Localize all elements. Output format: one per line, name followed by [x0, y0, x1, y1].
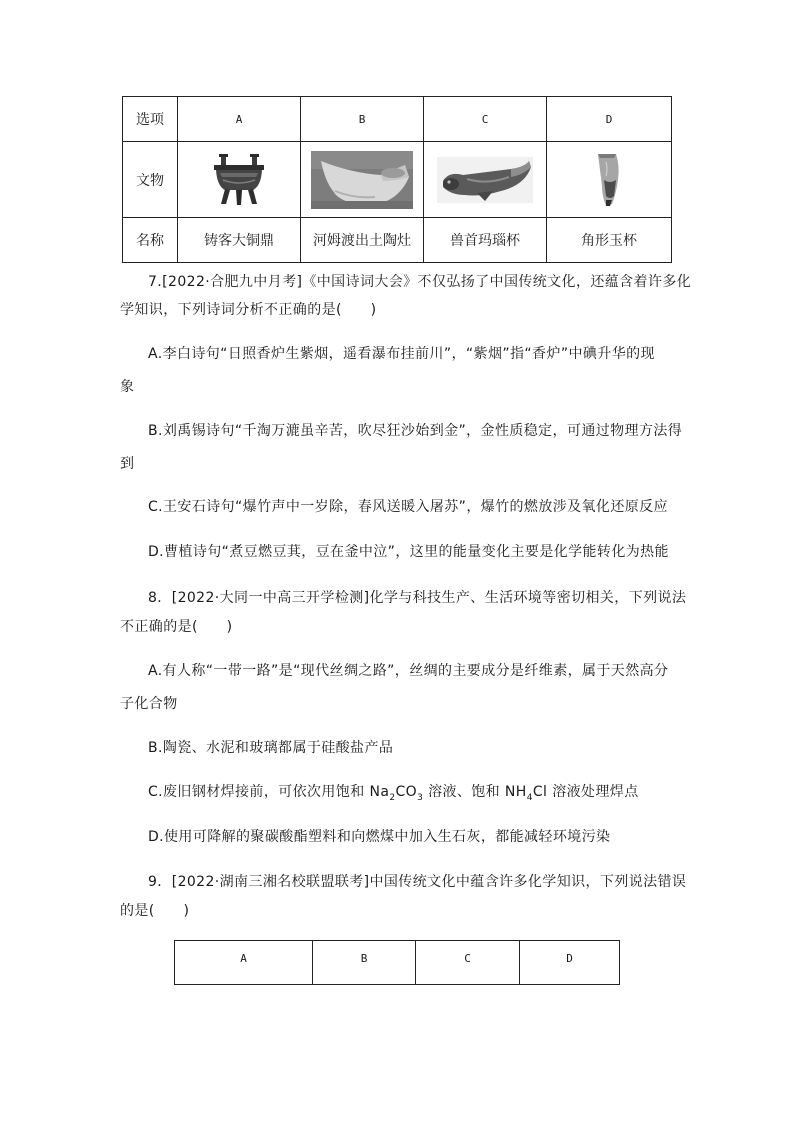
q9-header-a: A — [175, 941, 313, 985]
row-label-artifact: 文物 — [123, 142, 178, 218]
q8-sub-co3: 3 — [417, 792, 424, 803]
table-header-row — [123, 97, 672, 142]
name-d: 角形玉杯 — [547, 218, 672, 263]
q9-header-b: B — [313, 941, 416, 985]
agate-cup-image — [437, 157, 533, 203]
name-c: 兽首玛瑙杯 — [424, 218, 547, 263]
q9-header-d: D — [520, 941, 620, 985]
pottery-stove-image — [311, 151, 413, 209]
q8-option-a-line1: A.有人称“一带一路”是“现代丝绸之路”，丝绸的主要成分是纤维素，属于天然高分 — [148, 663, 669, 679]
q8-option-a-line2: 子化合物 — [120, 696, 178, 712]
cell-artifact-a — [178, 142, 301, 218]
q8-option-c-part4: Cl 溶液处理焊点 — [532, 784, 639, 800]
q8-stem-line1: 8．[2022·大同一中高三开学检测]化学与科技生产、生活环境等密切相关，下列说法 — [148, 590, 687, 606]
q7-option-b-line1: B.刘禹锡诗句“千淘万漉虽辛苦，吹尽狂沙始到金”，金性质稳定，可通过物理方法得 — [148, 423, 683, 439]
q7-option-d: D.曹植诗句“煮豆燃豆萁，豆在釜中泣”，这里的能量变化主要是化学能转化为热能 — [148, 544, 669, 560]
header-option: 选项 — [123, 97, 178, 142]
q9-header-c: C — [416, 941, 520, 985]
q7-option-c: C.王安石诗句“爆竹声中一岁除，春风送暖入屠苏”，爆竹的燃放涉及氧化还原反应 — [148, 499, 668, 515]
header-c: C — [424, 97, 547, 142]
table-artifact-row — [123, 142, 672, 218]
q8-option-b: B.陶瓷、水泥和玻璃都属于硅酸盐产品 — [148, 740, 394, 756]
q7-option-a-line2: 象 — [120, 379, 135, 395]
header-b: B — [301, 97, 424, 142]
artifact-table — [122, 96, 672, 263]
row-label-name: 名称 — [123, 218, 178, 263]
q7-stem-line2: 学知识，下列诗词分析不正确的是( ) — [120, 302, 377, 318]
q8-sub-na2: 2 — [389, 792, 396, 803]
q7-option-b-line2: 到 — [120, 456, 135, 472]
q7-stem-line1: 7.[2022·合肥九中月考]《中国诗词大会》不仅弘扬了中国传统文化，还蕴含着许多化 — [148, 274, 692, 290]
name-a: 铸客大铜鼎 — [178, 218, 301, 263]
q7-option-a-line1: A.李白诗句“日照香炉生紫烟，遥看瀑布挂前川”，“紫烟”指“香炉”中碘升华的现 — [148, 346, 655, 362]
cell-artifact-b — [301, 142, 424, 218]
q8-option-d: D.使用可降解的聚碳酸酯塑料和向燃煤中加入生石灰，都能减轻环境污染 — [148, 829, 611, 845]
name-b: 河姆渡出土陶灶 — [301, 218, 424, 263]
q8-sub-nh4: 4 — [526, 792, 533, 803]
header-a: A — [178, 97, 301, 142]
table-name-row — [123, 218, 672, 263]
q8-option-c-part2: CO — [395, 784, 418, 800]
q8-stem-line2: 不正确的是( ) — [120, 619, 233, 635]
q9-stem-line1: 9．[2022·湖南三湘名校联盟联考]中国传统文化中蕴含许多化学知识，下列说法错误 — [148, 874, 687, 890]
cell-artifact-d — [547, 142, 672, 218]
jade-horn-cup-image — [594, 152, 624, 208]
q8-option-c-part1: C.废旧钢材焊接前，可依次用饱和 Na — [148, 784, 390, 800]
q8-option-c — [148, 783, 639, 807]
cell-artifact-c — [424, 142, 547, 218]
q9-table-header-row — [175, 941, 620, 985]
header-d: D — [547, 97, 672, 142]
bronze-ding-image — [208, 153, 270, 207]
q9-stem-line2: 的是( ) — [120, 903, 190, 919]
q9-table — [174, 940, 620, 985]
q8-option-c-part3: 溶液、饱和 NH — [423, 784, 527, 800]
